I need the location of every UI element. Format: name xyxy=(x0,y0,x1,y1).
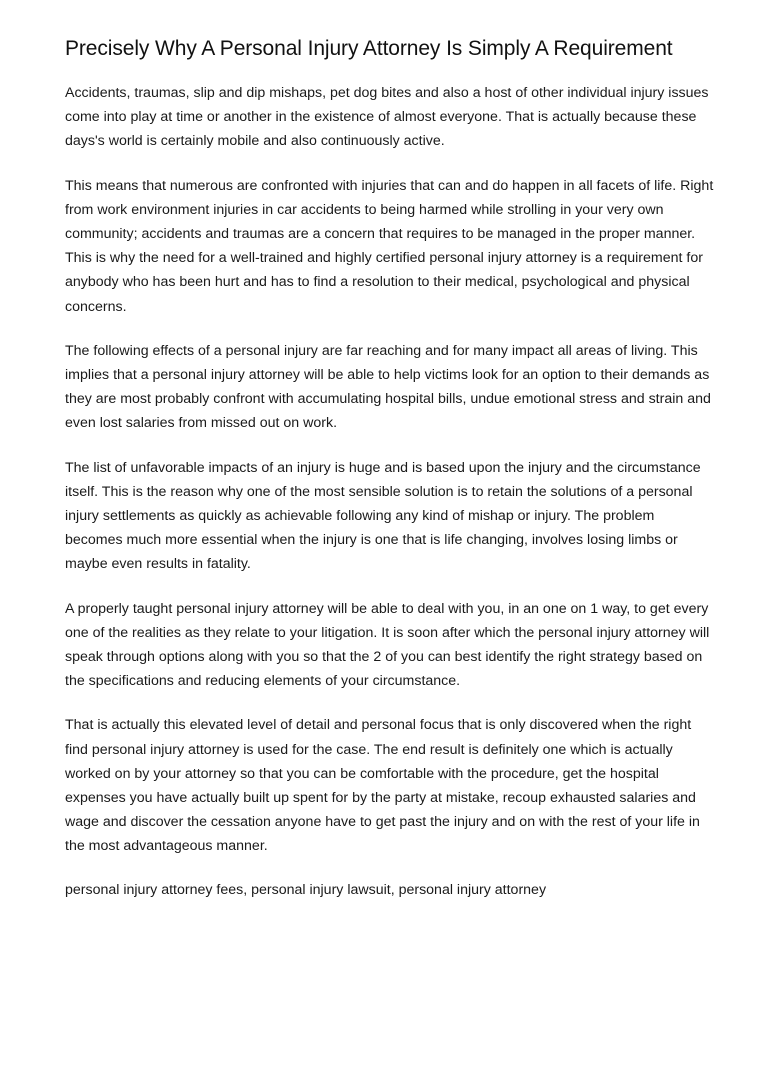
paragraph-4: The list of unfavorable impacts of an injury is huge and is based upon the injury and the circumstance itself. This is the reason why one of the most sensible solution is to retain the solutions of a personal injury settlements as quickly as achievable following any kind of mishap or injury. The problem becomes much more essential when the injury is one that is life changing, involves losing limbs or maybe even results in fatality. xyxy=(65,459,701,573)
document-title: Precisely Why A Personal Injury Attorney Is Simply A Requirement xyxy=(65,37,673,60)
paragraph-1: Accidents, traumas, slip and dip mishaps, pet dog bites and also a host of other individual injury issues come into play at time or another in the existence of almost everyone. That is actually because these days's world is certainly mobile and also continuously active. xyxy=(65,85,709,150)
paragraph-3: The following effects of a personal injury are far reaching and for many impact all areas of living. This implies that a personal injury attorney will be able to help victims look for an option to their demands as they are most probably confront with accumulating hospital bills, undue emotional stress and strain and even lost salaries from missed out on work. xyxy=(65,342,711,432)
paragraph-2: This means that numerous are confronted with injuries that can and do happen in all facets of life. Right from work environment injuries in car accidents to being harmed while strolling in your very own community; accidents and traumas are a concern that requires to be managed in the proper manner. This is why the need for a well-trained and highly certified personal injury attorney is a requirement for anybody who has been hurt and has to find a resolution to their medical, psychological and physical concerns. xyxy=(65,177,714,315)
keywords-line: personal injury attorney fees, personal injury lawsuit, personal injury attorney xyxy=(65,881,547,898)
paragraph-6: That is actually this elevated level of detail and personal focus that is only discovered when the right find personal injury attorney is used for the case. The end result is definitely one which is actually worked on by your attorney so that you can be comfortable with the procedure, get the hospital expenses you have actually built up spent for by the party at mistake, recoup exhausted salaries and wage and discover the cessation anyone have to get past the injury and on with the rest of your life in the most advantageous manner. xyxy=(65,717,700,855)
paragraph-5: A properly taught personal injury attorney will be able to deal with you, in an one on 1 way, to get every one of the realities as they relate to your litigation. It is soon after which the personal injury attorney will speak through options along with you so that the 2 of you can best identify the right strategy based on the specifications and reducing elements of your circumstance. xyxy=(65,600,710,690)
